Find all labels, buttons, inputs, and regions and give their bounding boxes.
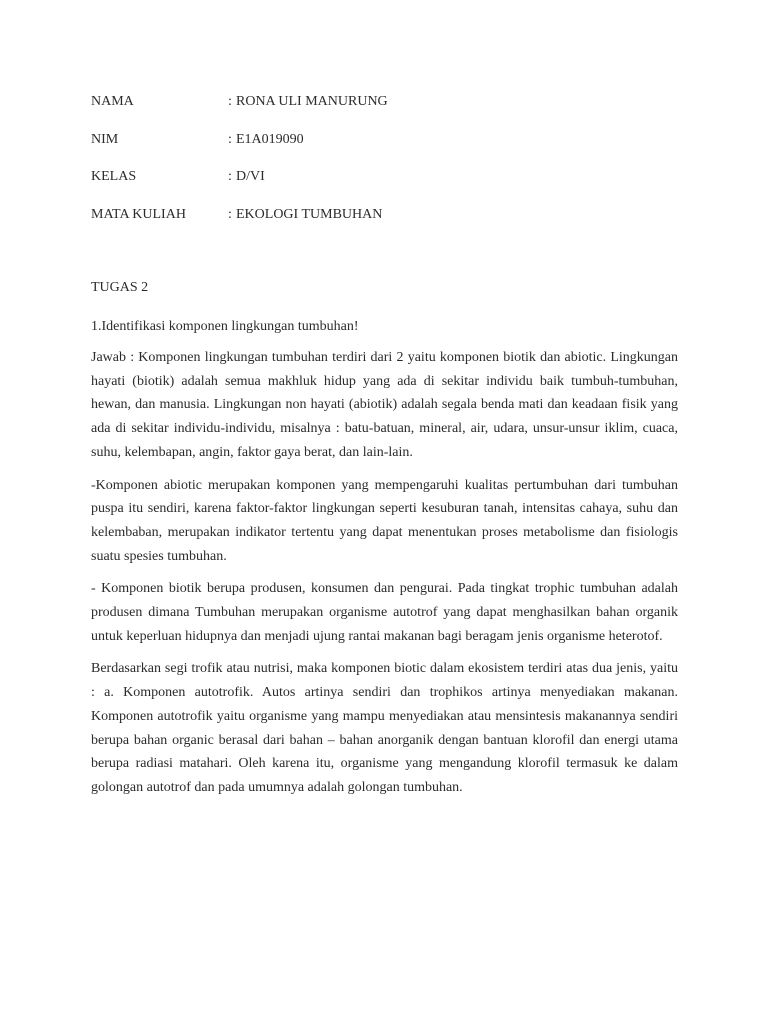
paragraph-abiotic: -Komponen abiotic merupakan komponen yang mempengaruhi kualitas pertumbuhan dari tumbuhan puspa itu sendiri, karena faktor-faktor lingkungan seperti kesuburan tanah, intensitas cahaya, suhu dan kelembaban, merupakan indikator tertentu yang dapat menentukan proses metabolisme dan fisiologis suatu spesies tumbuhan.: [91, 477, 678, 564]
header-separator: :: [228, 131, 232, 147]
header-row-nama: [91, 93, 691, 131]
student-info: [91, 93, 691, 243]
header-row-nim: [91, 131, 691, 169]
header-separator: :: [228, 94, 232, 109]
paragraph-autotrophic: Berdasarkan segi trofik atau nutrisi, maka komponen biotic dalam ekosistem terdiri atas dua jenis, yaitu : a. Komponen autotrofik. Autos artinya sendiri dan trophikos artinya menyediakan makanan. Komponen autotrofik yaitu organisme yang mampu menyediakan atau mensintesis makanannya sendiri berupa bahan organic berasal dari bahan – bahan anorganik dengan bantuan klorofil dan energi utama berupa radiasi matahari. Oleh karena itu, organisme yang mengandung klorofil termasuk ke dalam golongan autotrof dan pada umumnya adalah golongan tumbuhan.: [91, 661, 678, 795]
header-value: E1A019090: [236, 131, 304, 147]
document-body: [91, 318, 678, 809]
header-label: NIM: [91, 131, 119, 147]
assignment-title: TUGAS 2: [91, 280, 149, 295]
header-label: KELAS: [91, 169, 137, 184]
header-label: NAMA: [91, 94, 134, 109]
header-value: EKOLOGI TUMBUHAN: [236, 206, 383, 222]
header-row-kelas: [91, 168, 691, 206]
question-text: 1.Identifikasi komponen lingkungan tumbuhan!: [91, 319, 359, 334]
paragraph-biotic: - Komponen biotik berupa produsen, konsumen dan pengurai. Pada tingkat trophic tumbuhan adalah produsen dimana Tumbuhan merupakan organisme autotrof yang dapat menghasilkan bahan organik untuk keperluan hidupnya dan menjadi ujung rantai makanan bagi beragam jenis organisme heterotof.: [91, 581, 678, 644]
header-separator: :: [228, 169, 232, 184]
header-row-mata-kuliah: [91, 206, 691, 244]
header-separator: :: [228, 206, 232, 222]
header-label: MATA KULIAH: [91, 206, 186, 222]
paragraph-answer: Jawab : Komponen lingkungan tumbuhan terdiri dari 2 yaitu komponen biotik dan abiotic. Lingkungan hayati (biotik) adalah semua makhluk hidup yang ada di sekitar individu baik tumbuh-tumbuhan, hewan, dan manusia. Lingkungan non hayati (abiotik) adalah segala benda mati dan keadaan fisik yang ada di sekitar individu-individu, misalnya : batu-batuan, mineral, air, udara, unsur-unsur iklim, cuaca, suhu, kelembapan, angin, faktor gaya berat, dan lain-lain.: [91, 350, 678, 460]
header-value: RONA ULI MANURUNG: [236, 94, 388, 109]
header-value: D/VI: [236, 169, 265, 184]
